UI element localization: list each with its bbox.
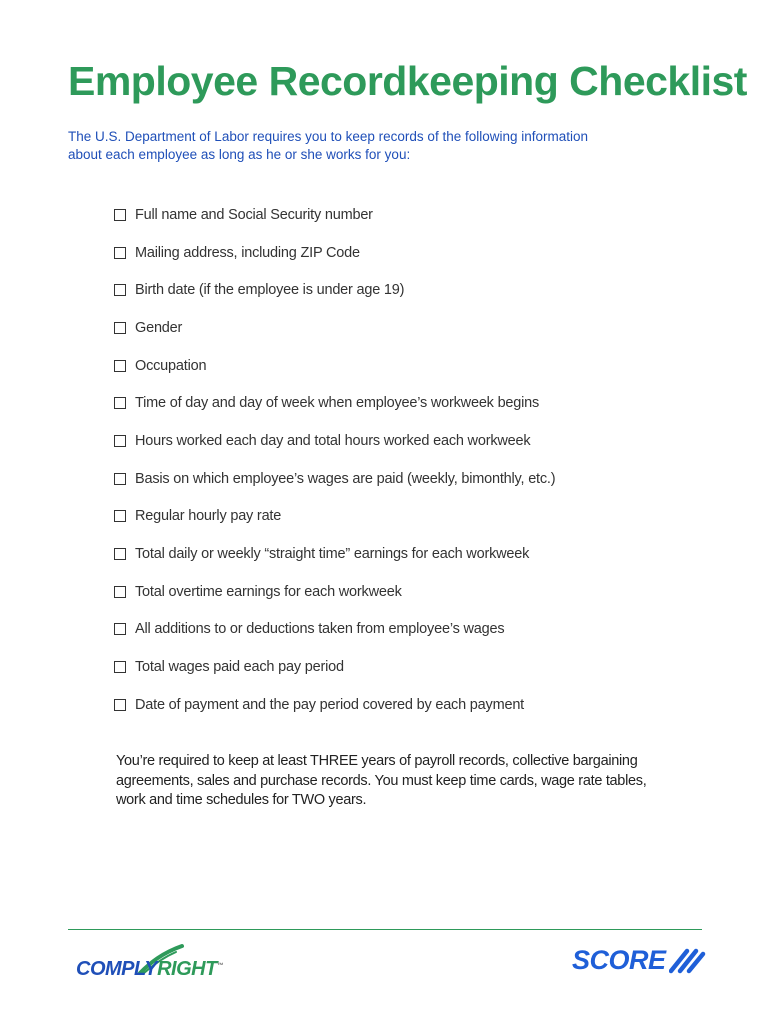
- checklist-item-label: Hours worked each day and total hours worked each workweek: [135, 432, 531, 449]
- checkbox[interactable]: [114, 247, 126, 259]
- note-line-1: You’re required to keep at least THREE years of payroll records, collective bargaining: [116, 753, 638, 769]
- checklist-item[interactable]: [114, 611, 555, 649]
- checklist-item-label: Full name and Social Security number: [135, 206, 373, 223]
- checklist-item[interactable]: [114, 196, 555, 234]
- checkbox[interactable]: [114, 623, 126, 635]
- checkbox[interactable]: [114, 360, 126, 372]
- checklist-item-label: Gender: [135, 319, 183, 336]
- checkbox[interactable]: [114, 284, 126, 296]
- checklist-item-label: Basis on which employee’s wages are paid (weekly, bimonthly, etc.): [135, 470, 556, 487]
- checkbox[interactable]: [114, 699, 126, 711]
- checklist-item-label: Regular hourly pay rate: [135, 508, 282, 525]
- score-wordmark: SCORE: [572, 944, 666, 975]
- checklist-item[interactable]: [114, 648, 555, 686]
- checklist-item-label: Birth date (if the employee is under age 19): [135, 282, 405, 299]
- complyright-wordmark: [76, 958, 223, 981]
- intro-text: [68, 128, 668, 164]
- checklist-item[interactable]: [114, 573, 555, 611]
- document-title: Employee Recordkeeping Checklist: [68, 58, 747, 104]
- checklist-item[interactable]: [114, 460, 555, 498]
- checkbox[interactable]: [114, 473, 126, 485]
- checklist-item-label: Date of payment and the pay period covered by each payment: [135, 696, 525, 713]
- checklist-item[interactable]: [114, 498, 555, 536]
- score-logo: [572, 940, 707, 980]
- checkbox[interactable]: [114, 322, 126, 334]
- note-line-3: work and time schedules for TWO years.: [116, 792, 367, 808]
- trademark-symbol: ™: [216, 962, 224, 970]
- checklist-item[interactable]: [114, 422, 555, 460]
- checkbox[interactable]: [114, 209, 126, 221]
- complyright-word-comply: COMPLY: [76, 958, 158, 980]
- checklist-item-label: All additions to or deductions taken from employee’s wages: [135, 621, 505, 638]
- checklist-item[interactable]: [114, 271, 555, 309]
- checklist-item-label: Occupation: [135, 357, 207, 374]
- intro-line-2: about each employee as long as he or she works for you:: [68, 147, 411, 162]
- checkbox[interactable]: [114, 510, 126, 522]
- checklist-item-label: Total daily or weekly “straight time” earnings for each workweek: [135, 546, 530, 563]
- note-line-2: agreements, sales and purchase records. You must keep time cards, wage rate tables,: [116, 772, 647, 789]
- checklist-item[interactable]: [114, 309, 555, 347]
- checkbox[interactable]: [114, 661, 126, 673]
- checklist-item[interactable]: [114, 347, 555, 385]
- checklist-item-label: Total wages paid each pay period: [135, 659, 344, 676]
- checkbox[interactable]: [114, 435, 126, 447]
- intro-line-1: The U.S. Department of Labor requires you to keep records of the following information: [68, 129, 589, 144]
- checklist-item-label: Mailing address, including ZIP Code: [135, 244, 360, 261]
- checklist-item[interactable]: [114, 535, 555, 573]
- checklist-item[interactable]: [114, 686, 555, 724]
- footer-divider: [68, 929, 702, 930]
- complyright-logo: [76, 945, 223, 981]
- checklist-item[interactable]: [114, 234, 555, 272]
- checklist-item-label: Total overtime earnings for each workweek: [135, 583, 402, 600]
- checkbox[interactable]: [114, 586, 126, 598]
- checkbox[interactable]: [114, 548, 126, 560]
- retention-note: [116, 752, 676, 811]
- checklist: [114, 196, 555, 724]
- complyright-word-right: RIGHT: [157, 958, 217, 980]
- checklist-item-label: Time of day and day of week when employee’s workweek begins: [135, 395, 540, 412]
- score-stripes-icon: [669, 945, 707, 975]
- checklist-item[interactable]: [114, 384, 555, 422]
- checkbox[interactable]: [114, 397, 126, 409]
